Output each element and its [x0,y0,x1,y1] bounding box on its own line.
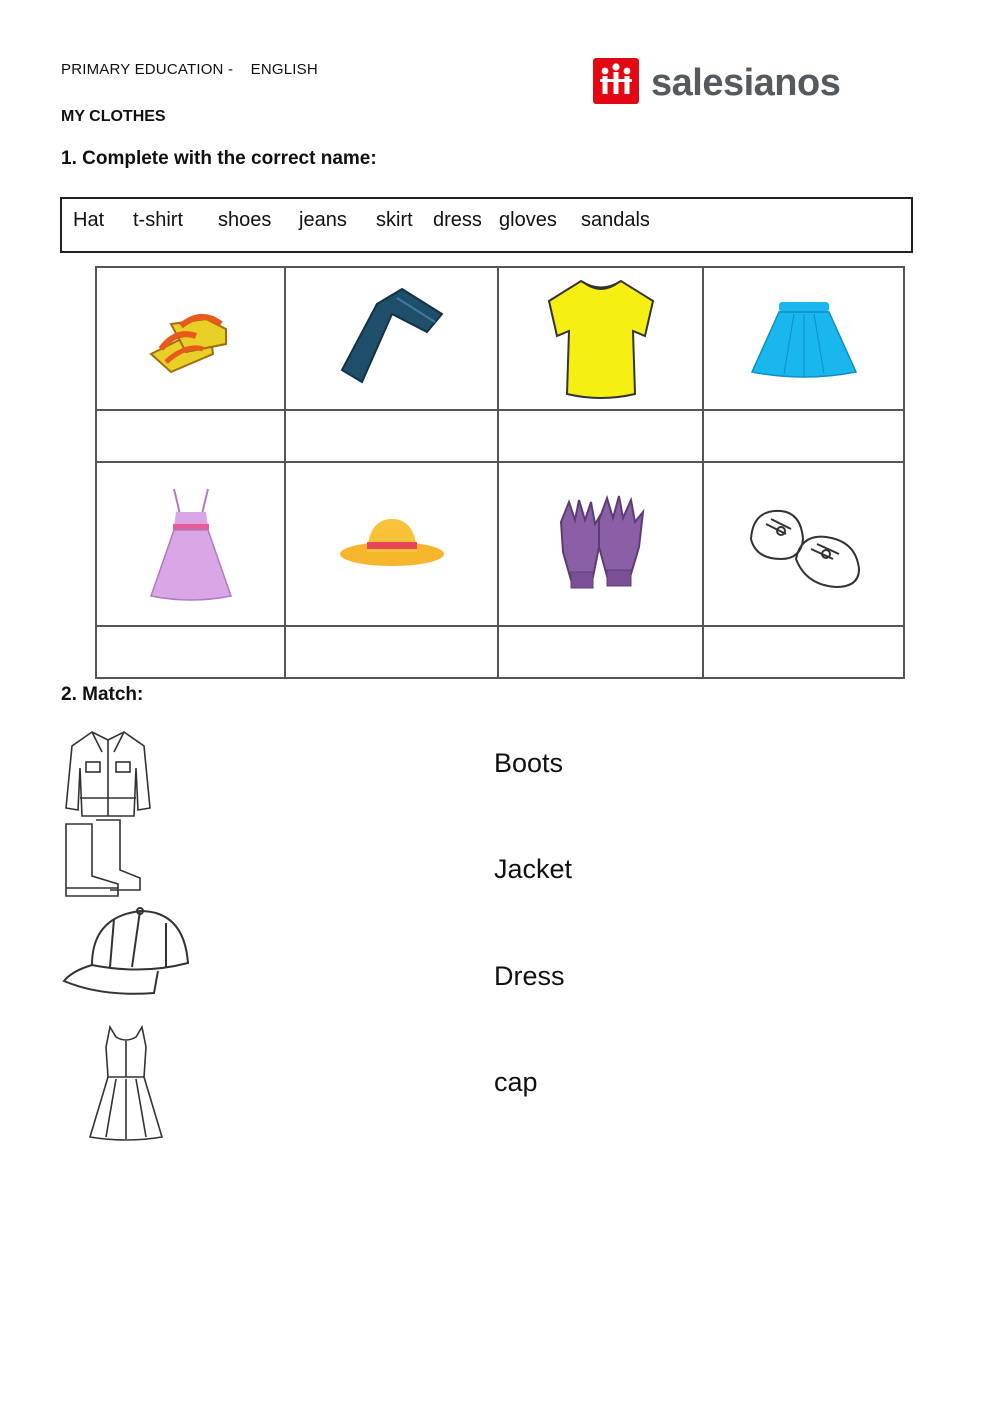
jeans-picture [337,284,447,394]
match-word: Boots [494,748,564,778]
match-word: Dress [494,961,565,991]
word-bank-item: shoes [218,209,272,231]
exercise2-instruction: 2. Match: [61,684,144,705]
word-bank-item: sandals [581,209,650,231]
hat-picture [337,514,447,574]
word-bank-item: dress [433,209,482,231]
dress-drawing [88,1023,164,1143]
boots-drawing [66,820,140,896]
shoes-picture [741,489,866,599]
sandals-picture [141,294,241,384]
answer-cell[interactable] [498,626,703,678]
picture-cell [703,267,904,410]
cap-drawing [62,905,192,1000]
answer-cell[interactable] [285,626,498,678]
match-word: cap [494,1067,538,1097]
word-bank-item: skirt [376,209,413,231]
tshirt-picture [541,276,661,401]
answer-cell[interactable] [703,626,904,678]
answer-cell[interactable] [96,410,285,462]
salesianos-logo [593,58,843,110]
picture-cell [285,462,498,626]
dress-picture [146,484,236,604]
picture-cell [96,462,285,626]
gloves-picture [551,492,651,597]
picture-cell [498,462,703,626]
match-word: Jacket [494,854,573,884]
word-bank-item: jeans [299,209,347,231]
picture-cell [498,267,703,410]
word-bank [60,197,913,253]
clothes-table [95,266,905,679]
jacket-drawing [62,728,154,820]
worksheet-title: MY CLOTHES [61,108,166,125]
answer-cell[interactable] [285,410,498,462]
answer-cell[interactable] [703,410,904,462]
picture-cell [285,267,498,410]
answer-cell[interactable] [498,410,703,462]
word-bank-item: gloves [499,209,557,231]
logo-mark-icon [593,58,639,104]
picture-cell [703,462,904,626]
logo-wordmark: salesianos [651,62,841,104]
skirt-picture [744,294,864,384]
picture-cell [96,267,285,410]
word-bank-item: Hat [73,209,105,231]
exercise1-instruction: 1. Complete with the correct name: [61,148,377,169]
word-bank-item: t-shirt [133,209,183,231]
answer-cell[interactable] [96,626,285,678]
subject-line: PRIMARY EDUCATION - ENGLISH [61,61,318,78]
